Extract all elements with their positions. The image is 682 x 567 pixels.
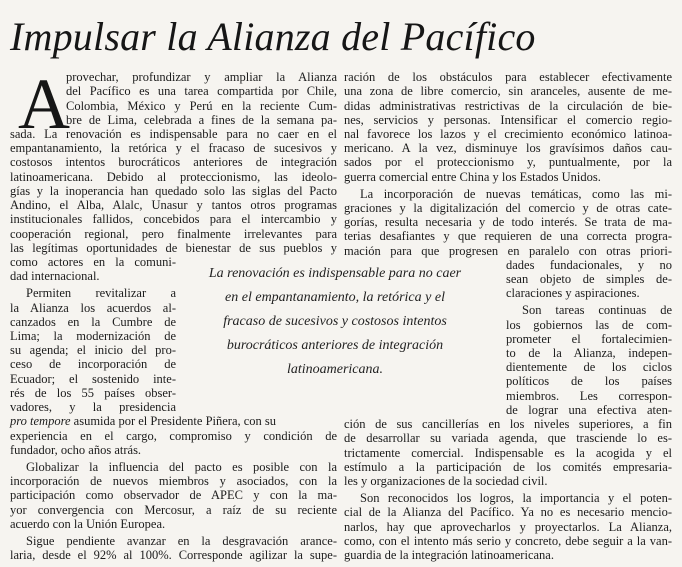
- body-line: del Pacífico es una tarea compartida por Chile,: [66, 84, 337, 99]
- body-line: estímulo a la participación de los comités empresaria-: [344, 459, 672, 474]
- body-line: de desarrollar su variada agenda, que trasciende lo es-: [344, 431, 672, 446]
- body-line: trictamente comercial. Indispensable es la acogida y el: [344, 445, 672, 460]
- body-line: nes, servicios y personas. Intensificar el comercio regio-: [344, 112, 672, 127]
- body-line: Lima; la modernización de: [10, 328, 176, 343]
- pull-quote: [185, 262, 485, 382]
- body-line: sean objeto de simples de-: [506, 272, 672, 286]
- body-line: experiencia en el cargo, compromiso y condición de: [10, 428, 337, 443]
- body-line: cooperación regional, pero finalmente irrelevantes para: [10, 226, 337, 241]
- body-line: sada. La renovación es indispensable para no caer en el: [10, 126, 337, 141]
- body-line: los gobiernos las de com-: [506, 317, 672, 332]
- body-line: Andino, el Alba, Alalc, Unasur y tantos otros programas: [10, 198, 337, 212]
- body-line: ración de los obstáculos para establecer efectivamente: [344, 70, 672, 84]
- body-line: ción de sus cancillerías en los niveles superiores, a fin: [344, 417, 672, 432]
- body-line: terias desafiantes y que requieren de una correcta progra-: [344, 229, 672, 244]
- body-line: didas administrativas restrictivas de la circulación de bie-: [344, 98, 672, 113]
- body-line: La incorporación de nuevas temáticas, como las mi-: [360, 186, 672, 201]
- body-line: una zona de libre comercio, sin aranceles, ausente de me-: [344, 84, 672, 99]
- body-line: latinoamericana. Debido al proteccionismo, las ideolo-: [10, 169, 337, 184]
- body-line: mericano. A la vez, disminuye los gravísimos daños cau-: [344, 141, 672, 156]
- body-line: rés de los 55 países obser-: [10, 385, 176, 400]
- body-line: miembros. Les correspon-: [506, 388, 672, 403]
- italic-phrase: pro tempore: [10, 414, 71, 429]
- body-line: como, con el intento más serio y concreto, debe seguir a la van-: [344, 533, 672, 548]
- body-line: Globalizar la influencia del pacto es posible con la: [26, 459, 337, 474]
- body-line: su agenda; el inicio del pro-: [10, 343, 176, 358]
- body-line: bre de Lima, celebrada a fines de la semana pa-: [66, 112, 337, 127]
- body-line: dientemente de los ciclos: [506, 360, 672, 375]
- pull-quote-line: fracaso de sucesivos y costosos intentos: [223, 314, 447, 329]
- body-line: como actores en la comuni-: [10, 254, 176, 269]
- body-line: institucionales fallidos, concebidos para el intercambio y: [10, 212, 337, 227]
- body-line: provechar, profundizar y ampliar la Alianza: [66, 70, 337, 84]
- body-line: las legítimas oportunidades de bienestar de sus pueblos y: [10, 240, 337, 255]
- body-line: guerra comercial entre China y los Estados Unidos.: [344, 169, 601, 184]
- body-line: Sigue pendiente avanzar en la desgravación arance-: [26, 533, 337, 548]
- pull-quote-line: burocráticos anteriores de integración: [226, 338, 444, 353]
- body-line: participación como observador de APEC y con la ma-: [10, 488, 337, 503]
- body-line: prometer el fortalecimien-: [506, 331, 672, 346]
- body-line: acuerdo con la Unión Europea.: [10, 516, 166, 531]
- body-line: guardia de la integración latinoamericana.: [344, 548, 554, 562]
- body-line: canzados en la Cumbre de: [10, 314, 176, 329]
- body-line: fundador, ocho años atrás.: [10, 442, 142, 457]
- pull-quote-line: en el empantanamiento, la retórica y el: [225, 290, 445, 305]
- body-line: empantanamiento, la retórica y el fracaso de sucesivos y: [10, 141, 337, 156]
- body-line: [10, 414, 337, 429]
- pull-quote-line: latinoamericana.: [286, 362, 384, 377]
- body-line: yor convergencia con Mercosur, a raíz de su reciente: [10, 502, 337, 517]
- body-line: dades fundacionales, y no: [506, 257, 672, 272]
- body-line: graciones y la digitalización del comercio y de otras cate-: [344, 200, 672, 215]
- body-line: gías y la inoperancia han quedado solo las siglas del Pacto: [10, 183, 337, 198]
- body-line: Ecuador; el sostenido inte-: [10, 371, 176, 386]
- body-line: políticos de los países: [506, 374, 672, 389]
- body-line: to de la Alianza, indepen-: [506, 346, 672, 360]
- pull-quote-line: La renovación es indispensable para no caer: [208, 266, 462, 281]
- body-line: Colombia, México y Perú en la reciente Cum-: [66, 98, 337, 113]
- body-line: laria, desde el 92% al 100%. Corresponde agilizar la supe-: [10, 548, 337, 562]
- body-line: gorías, resulta necesaria y de todo interés. Se trata de ma-: [344, 215, 672, 230]
- body-line: de lograr una efectiva aten-: [506, 402, 672, 417]
- body-line: vadores, y la presidencia: [10, 400, 176, 414]
- drop-cap: A: [18, 64, 70, 144]
- body-line: cial de la Alianza del Pacífico. Ya no es necesario mencio-: [344, 505, 672, 520]
- body-line: nal favorece los lazos y el crecimiento económico latinoa-: [344, 126, 672, 141]
- body-line: Son reconocidos los logros, la importancia y el poten-: [360, 491, 672, 506]
- body-line: costosos intentos burocráticos anteriores de integración: [10, 155, 337, 170]
- body-line: Son tareas continuas de: [522, 303, 672, 318]
- article-headline: Impulsar la Alianza del Pacífico: [10, 14, 536, 59]
- body-line: la Alianza los acuerdos al-: [10, 300, 176, 315]
- body-line: ceso de incorporación de: [10, 357, 176, 372]
- body-line: sados por el proteccionismo y, puntualmente, por la: [344, 155, 672, 170]
- body-text: asumida por el Presidente Piñera, con su: [70, 414, 277, 429]
- body-line: narlos, hay que aprovecharlos y proyectarlos. La Alianza,: [344, 519, 672, 534]
- body-line: claraciones y aspiraciones.: [506, 286, 640, 301]
- body-line: incorporación de nuevos miembros y asociados, con la: [10, 474, 337, 488]
- body-line: les y organizaciones de la sociedad civil.: [344, 474, 548, 488]
- body-line: Permiten revitalizar a: [26, 286, 176, 301]
- body-line: mación para que progresen en paralelo con otras priori-: [344, 243, 672, 258]
- body-line: dad internacional.: [10, 269, 100, 284]
